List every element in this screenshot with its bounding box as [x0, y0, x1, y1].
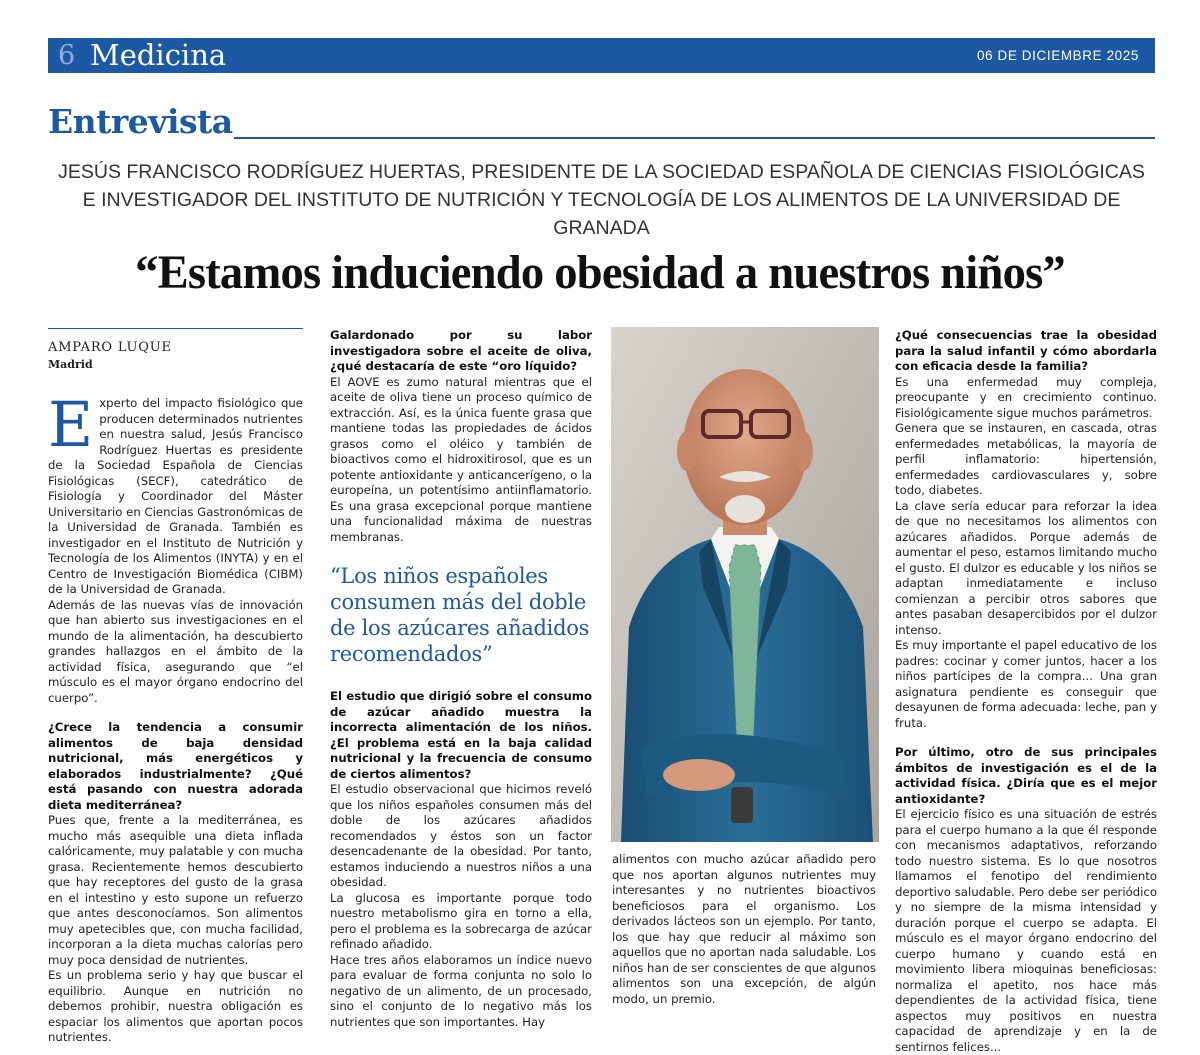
- article-headline: “Estamos induciendo obesidad a nuestros niños”: [135, 246, 1065, 299]
- wristwatch: [731, 787, 753, 823]
- issue-date: 06 DE DICIEMBRE 2025: [976, 48, 1139, 63]
- interview-answer: El ejercicio físico es una situación de estrés para el cuerpo humano a la que él responde con mecanismos adaptativos, reforzando todo nuestro sistema. Es lo que nosotros llamamos el fenotipo del rendimiento deportivo saludable. Pero debe ser periódico y no siempre de la misma intensidad y duración porque el cuerpo se adapta. El músculo es el mayor órgano endocrino del cuerpo humano y cuando está en movimiento libera mioquinas beneficiosas: normaliza el apetito, nos hace más dependientes de la actividad física, tiene aspectos muy positivos en nuestra capacidad de aprendizaje y en la de sentirnos felices...: [895, 807, 1157, 1054]
- page-number: 6: [58, 40, 76, 71]
- intro-paragraph: [48, 388, 303, 598]
- drop-cap: E: [48, 388, 94, 461]
- interview-answer: Pues que, frente a la mediterránea, es mucho más asequible una dieta inflada calóricamente, muy palatable y con mucha grasa. Recientemente hemos descubierto que hay receptores del gusto de la grasa en el intestino y esto supone un refuerzo que antes desconocíamos. Son alimentos muy apetecibles que, con mucha facilidad, incorporan a la dieta muchas calorías pero muy poca densidad de nutrientes.: [48, 813, 303, 967]
- article-column-1: [48, 328, 303, 1046]
- body-paragraph: Además de las nuevas vías de innovación que han abierto sus investigaciones en el mundo de la alimentación, ha descubierto grandes hallazgos en el ámbito de la actividad física, asegurando que “el músculo es el mayor órgano endocrino del cuerpo”.: [48, 597, 303, 705]
- interview-question: ¿Qué consecuencias trae la obesidad para la salud infantil y cómo abordarla con eficacia desde la familia?: [895, 328, 1157, 373]
- interview-question: El estudio que dirigió sobre el consumo de azúcar añadido muestra la incorrecta alimentación de los niños. ¿El problema está en la baja calidad nutricional y la frecuencia de consumo de ciertos alimentos?: [330, 689, 592, 781]
- article-column-2: [330, 328, 592, 1030]
- section-masthead: [48, 38, 1155, 73]
- article-subhead: [48, 158, 1155, 242]
- pull-quote: “Los niños españoles consumen más del doble de los azúcares añadidos recomendados”: [330, 564, 590, 666]
- article-column-3: [612, 852, 876, 1007]
- interviewee-photo: [611, 327, 879, 842]
- subhead-line: JESÚS FRANCISCO RODRÍGUEZ HUERTAS, PRESIDENTE DE LA SOCIEDAD ESPAÑOLA DE CIENCIAS FISIOLÓGICAS: [58, 161, 1145, 183]
- interview-answer: La clave sería educar para reforzar la idea de que no necesitamos los alimentos con azúcares añadidos. Porque además de aumentar el peso, estamos limitando mucho el gusto. El dulzor es educable y los niños se adaptan inmediatamente e incluso comienzan a percibir otros sabores que antes pasaban desapercibidos por el dulzor intenso.: [895, 498, 1157, 637]
- interview-answer: alimentos con mucho azúcar añadido pero que nos aportan algunos nutrientes muy interesantes y no nutrientes bioactivos beneficiosos para el organismo. Los derivados lácteos son un ejemplo. Por tanto, los que hay que reducir al máximo son aquellos que no aportan nada saludable. Los niños han de ser conscientes de que algunos alimentos son una excepción, de algún modo, un premio.: [612, 852, 876, 1006]
- byline-city: Madrid: [48, 358, 93, 371]
- interview-question: Galardonado por su labor investigadora sobre el aceite de oliva, ¿qué destacaría de este “oro líquido?: [330, 328, 592, 373]
- interview-answer: Genera que se instauren, en cascada, otras enfermedades metabólicas, la mayoría de perfil inflamatorio: hipertensión, enfermedades cardiovasculares y, sobre todo, diabetes.: [895, 421, 1157, 497]
- section-title: Medicina: [90, 38, 227, 72]
- interview-answer: Hace tres años elaboramos un índice nuevo para evaluar de forma conjunta no solo lo negativo de un alimento, de un procesado, sino el conjunto de lo negativo más los nutrientes que son importantes. Hay: [330, 952, 592, 1029]
- article-kicker: Entrevista: [48, 102, 233, 141]
- portrait-illustration: [611, 327, 879, 842]
- kicker-divider: [234, 137, 1155, 139]
- ear-left: [677, 431, 697, 471]
- interview-question: ¿Crece la tendencia a consumir alimentos de baja densidad nutricional, más energéticos y elaborados industrialmente? ¿Qué está pasando con nuestra adorada dieta mediterránea?: [48, 720, 303, 812]
- byline-divider: [48, 328, 303, 329]
- article-column-4: [895, 328, 1157, 1055]
- interview-answer: El AOVE es zumo natural mientras que el aceite de oliva tiene un proceso químico de extracción. Así, es la única fuente grasa que mantiene todas las propiedades de ácidos grasos como el oléico y también de bioactivos como el hidroxitirosol, que es un potente antioxidante y anticancerígeno, o la europeína, un potentísimo antiinflamatorio. Es una grasa excepcional porque mantiene una funcionalidad máxima de nuestras membranas.: [330, 374, 592, 544]
- interview-answer: Es muy importante el papel educativo de los padres: cocinar y comer juntos, hacer a los niños partícipes de la compra... Una gran asignatura pendiente es conseguir que desayunen de forma adecuada: leche, pan y fruta.: [895, 638, 1157, 730]
- hand: [663, 759, 735, 791]
- byline-author: AMPARO LUQUE: [48, 340, 172, 355]
- interview-answer: La glucosa es importante porque todo nuestro metabolismo gira en torno a ella, pero el problema es la sobrecarga de azúcar refinado añadido.: [330, 890, 592, 951]
- interview-question: Por último, otro de sus principales ámbitos de investigación es el de la actividad física. ¿Diría que es el mejor antioxidante?: [895, 745, 1157, 806]
- intro-text: xperto del impacto fisiológico que producen determinados nutrientes en nuestra salud, Jesús Francisco Rodríguez Huertas es presidente de la Sociedad Española de Ciencias Fisiológicas (SECF), catedrático de Fisiología y Coordinador del Máster Universitario en Ciencias Gastronómicas de la Universidad de Granada. También es investigador en el Instituto de Nutrición y Tecnología de los Alimentos (INYTA) y en el Centro de Investigación Biomédica (CIBM) de la Universidad de Granada.: [48, 396, 303, 596]
- interview-answer: Es una enfermedad muy compleja, preocupante y en crecimiento continuo. Fisiológicamente sigue muchos parámetros.: [895, 374, 1157, 420]
- goatee: [725, 495, 765, 523]
- interview-answer: El estudio observacional que hicimos reveló que los niños españoles consumen más del doble de los azúcares añadidos recomendados y éstos son un factor desencadenante de la obesidad. Por tanto, estamos induciendo a nuestros niños a una obesidad.: [330, 782, 592, 889]
- interview-answer: Es un problema serio y hay que buscar el equilibrio. Aunque en nutrición no debemos prohibir, nuestra obligación es espaciar los alimentos que aportan pocos nutrientes.: [48, 968, 303, 1044]
- subhead-line: E INVESTIGADOR DEL INSTITUTO DE NUTRICIÓN Y TECNOLOGÍA DE LOS ALIMENTOS DE LA UNIVERSIDAD DE GRANADA: [82, 189, 1121, 239]
- ear-right: [793, 431, 813, 471]
